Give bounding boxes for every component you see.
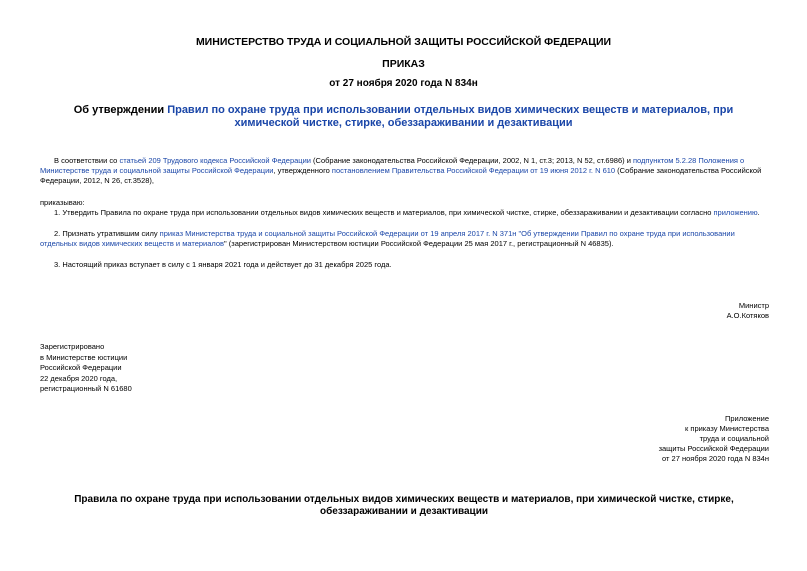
appendix-line: Приложение	[725, 414, 769, 423]
ministry-regulation-link[interactable]: подпунктом 5.2.28 Положения о Министерстве труда и социальной защиты Российской Федерации	[40, 156, 745, 175]
item-2-text-2: " (зарегистрирован Министерством юстиции Российской Федерации 25 мая 2017 г., регистрационный N 46835).	[224, 239, 614, 248]
registration-line: 22 декабря 2020 года,	[40, 373, 118, 383]
appendix-block	[659, 414, 769, 464]
rules-title: Правила по охране труда при использовании отдельных видов химических веществ и материалов, при химической чистке, стирке, обеззараживании и дезактивации	[74, 494, 734, 517]
appendix-line: к приказу Министерства	[685, 424, 769, 433]
appendix-line: защиты Российской Федерации	[658, 444, 769, 453]
title-link[interactable]: Правил по охране труда при использовании отдельных видов химических веществ и материалов, при химической чистке, стирке, обеззараживании и дезактивации	[167, 104, 734, 129]
item-3: 3. Настоящий приказ вступает в силу с 1 января 2021 года и действует до 31 декабря 2025 года.	[54, 260, 392, 269]
date-number-heading: от 27 ноября 2020 года N 834н	[329, 78, 478, 89]
registration-line: Российской Федерации	[40, 363, 122, 372]
preamble-paragraph	[40, 156, 768, 186]
item-1	[40, 208, 768, 218]
preamble-text-4: (Собрание законодательства Российской Федерации, 2012, N 26, ст.3528),	[40, 166, 762, 185]
appendix-line: от 27 ноября 2020 года N 834н	[662, 454, 769, 463]
appendix-link[interactable]: приложению	[713, 208, 758, 217]
preamble-text-2: (Собрание законодательства Российской Федерации, 2002, N 1, ст.3; 2013, N 52, ст.6986) и	[310, 156, 633, 165]
doc-type-heading: ПРИКАЗ	[382, 58, 425, 70]
item-2	[40, 229, 768, 249]
order-word: приказываю:	[40, 198, 85, 207]
repealed-order-link[interactable]: приказ Министерства труда и социальной защиты Российской Федерации от 19 апреля 2017 г. N 371н "Об утверждении Правил по охране труда при использовании отдельных видов химических веществ и материалов	[40, 229, 735, 248]
appendix-line: труда и социальной	[699, 434, 769, 443]
ministry-heading: МИНИСТЕРСТВО ТРУДА И СОЦИАЛЬНОЙ ЗАЩИТЫ РОССИЙСКОЙ ФЕДЕРАЦИИ	[195, 36, 612, 48]
labor-code-link[interactable]: статьей 209 Трудового кодекса Российской Федерации	[119, 156, 311, 165]
signature-block	[727, 301, 769, 321]
registration-line: регистрационный N 61680	[40, 384, 132, 393]
preamble-text-3: , утвержденного	[273, 166, 332, 175]
registration-block	[40, 342, 132, 395]
government-decree-link[interactable]: постановлением Правительства Российской Федерации от 19 июня 2012 г. N 610	[331, 166, 616, 175]
signature-name: А.О.Котяков	[726, 311, 769, 320]
item-1-end: .	[757, 208, 760, 217]
item-2-text-1: 2. Признать утратившим силу	[54, 229, 160, 238]
registration-line: Зарегистрировано	[40, 342, 105, 351]
signature-position: Министр	[738, 301, 769, 310]
registration-line: в Министерстве юстиции	[40, 352, 128, 362]
title-prefix: Об утверждении	[73, 104, 168, 116]
item-1-text: 1. Утвердить Правила по охране труда при использовании отдельных видов химических веществ и материалов, при химической чистке, стирке, обеззараживании и дезактивации согласно	[54, 208, 714, 217]
order-title	[40, 104, 767, 130]
preamble-text-1: В соответствии со	[54, 156, 120, 165]
